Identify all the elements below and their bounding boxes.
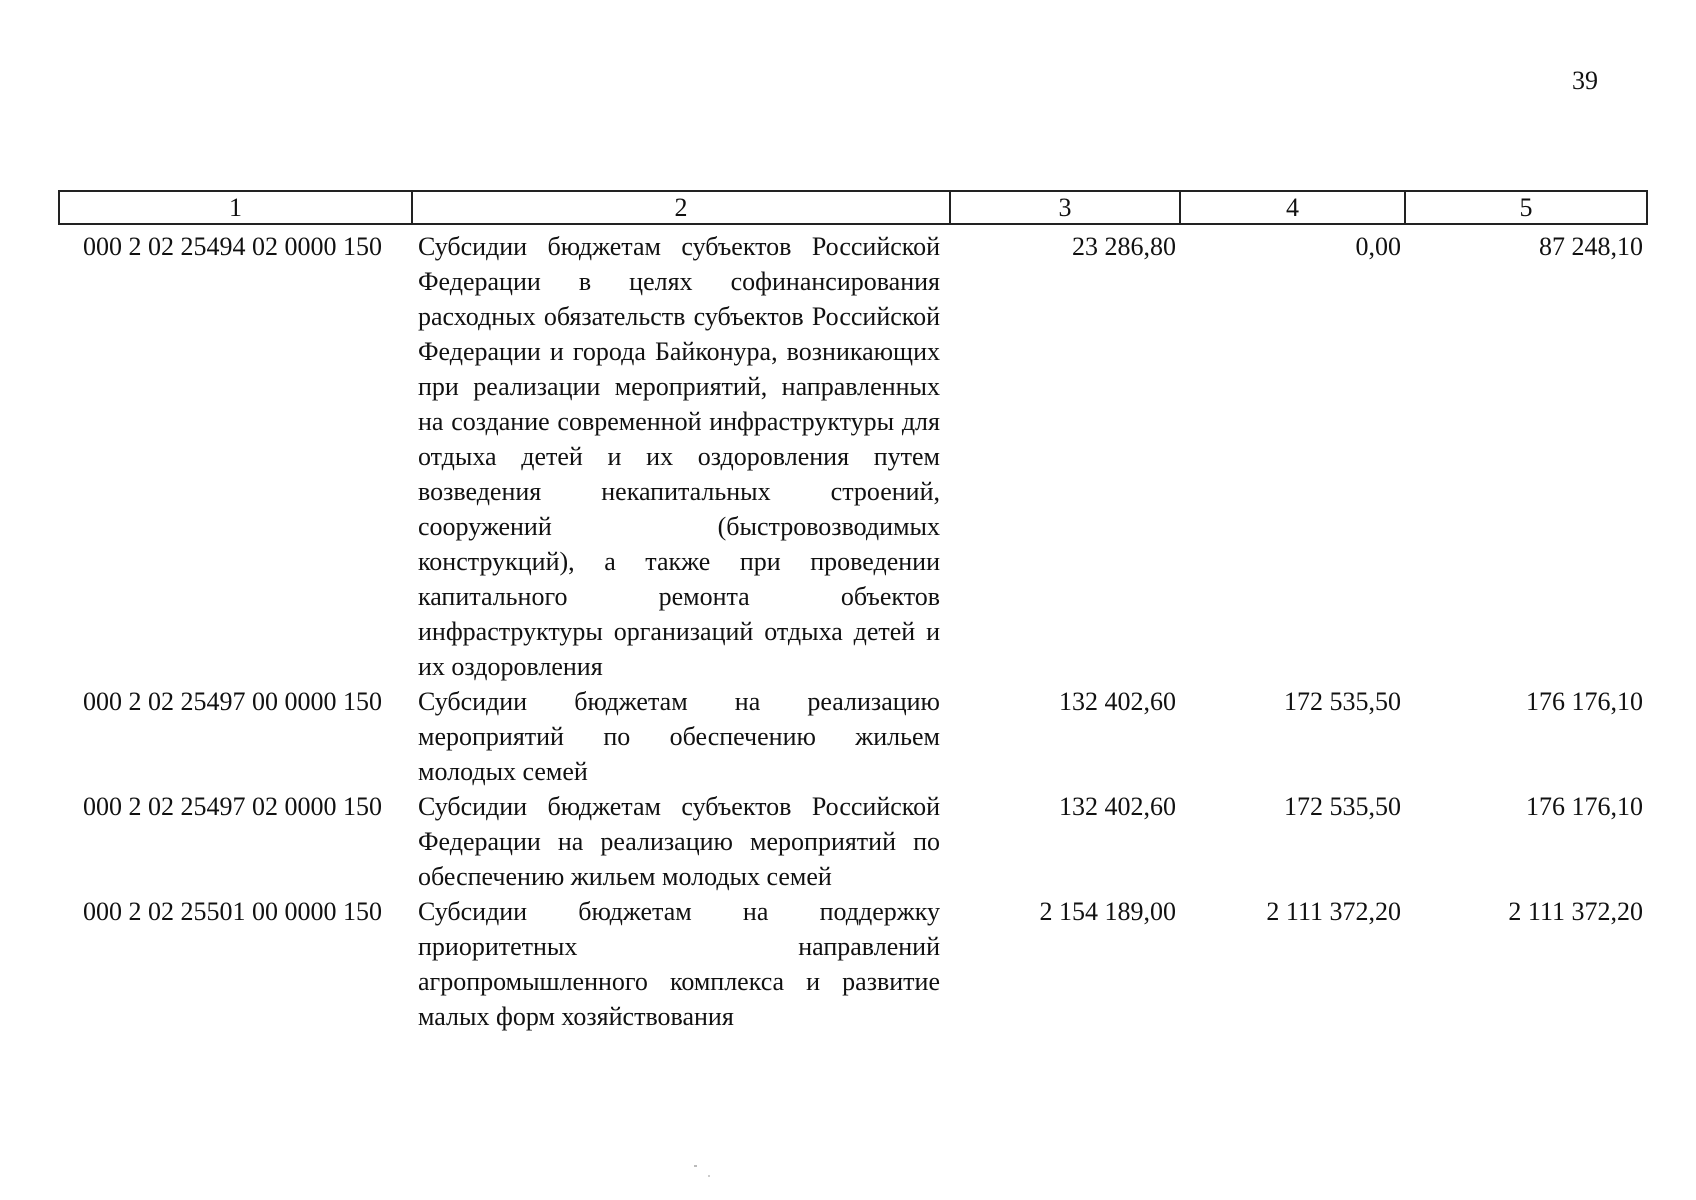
row-value-col4: 2 111 372,20	[1266, 897, 1401, 926]
row-value-col5: 176 176,10	[1526, 792, 1643, 821]
budget-table	[58, 190, 1648, 1034]
row-value-col3: 132 402,60	[1059, 687, 1176, 716]
row-code: 000 2 02 25497 02 0000 150	[83, 792, 382, 821]
row-value-col4: 0,00	[1355, 232, 1401, 261]
row-name: Субсидии бюджетам субъектов Российской Федерации на реализацию мероприятий по обеспечению жильем молодых семей	[418, 792, 940, 891]
column-header-4: 4	[1180, 191, 1405, 224]
table-row	[59, 894, 1647, 1034]
column-header-1: 1	[59, 191, 412, 224]
table-header-row	[59, 191, 1647, 224]
table-row	[59, 789, 1647, 894]
column-header-3: 3	[950, 191, 1180, 224]
row-value-col4: 172 535,50	[1284, 792, 1401, 821]
row-value-col3: 132 402,60	[1059, 792, 1176, 821]
row-name: Субсидии бюджетам на поддержку приоритетных направлений агропромышленного комплекса и развитие малых форм хозяйствования	[418, 897, 940, 1031]
table-row	[59, 684, 1647, 789]
row-value-col5: 176 176,10	[1526, 687, 1643, 716]
row-value-col5: 2 111 372,20	[1508, 897, 1643, 926]
column-header-2: 2	[412, 191, 950, 224]
row-code: 000 2 02 25501 00 0000 150	[83, 897, 382, 926]
row-value-col5: 87 248,10	[1539, 232, 1643, 261]
row-code: 000 2 02 25494 02 0000 150	[83, 232, 382, 261]
table-row	[59, 224, 1647, 684]
scan-artifact	[708, 1175, 710, 1177]
scan-artifact	[694, 1165, 697, 1167]
column-header-5: 5	[1405, 191, 1647, 224]
row-name: Субсидии бюджетам субъектов Российской Федерации в целях софинансирования расходных обязательств субъектов Российской Федерации и города Байконура, возникающих при реализации мероприятий, направленных на создание современной инфраструктуры для отдыха детей и их оздоровления путем возведения некапитальных строений, сооружений (быстровозводимых конструкций), а также при проведении капитального ремонта объектов инфраструктуры организаций отдыха детей и их оздоровления	[418, 232, 940, 681]
row-code: 000 2 02 25497 00 0000 150	[83, 687, 382, 716]
row-value-col3: 2 154 189,00	[1039, 897, 1176, 926]
row-value-col4: 172 535,50	[1284, 687, 1401, 716]
row-value-col3: 23 286,80	[1072, 232, 1176, 261]
row-name: Субсидии бюджетам на реализацию мероприятий по обеспечению жильем молодых семей	[418, 687, 940, 786]
page-number: 39	[1572, 66, 1598, 95]
